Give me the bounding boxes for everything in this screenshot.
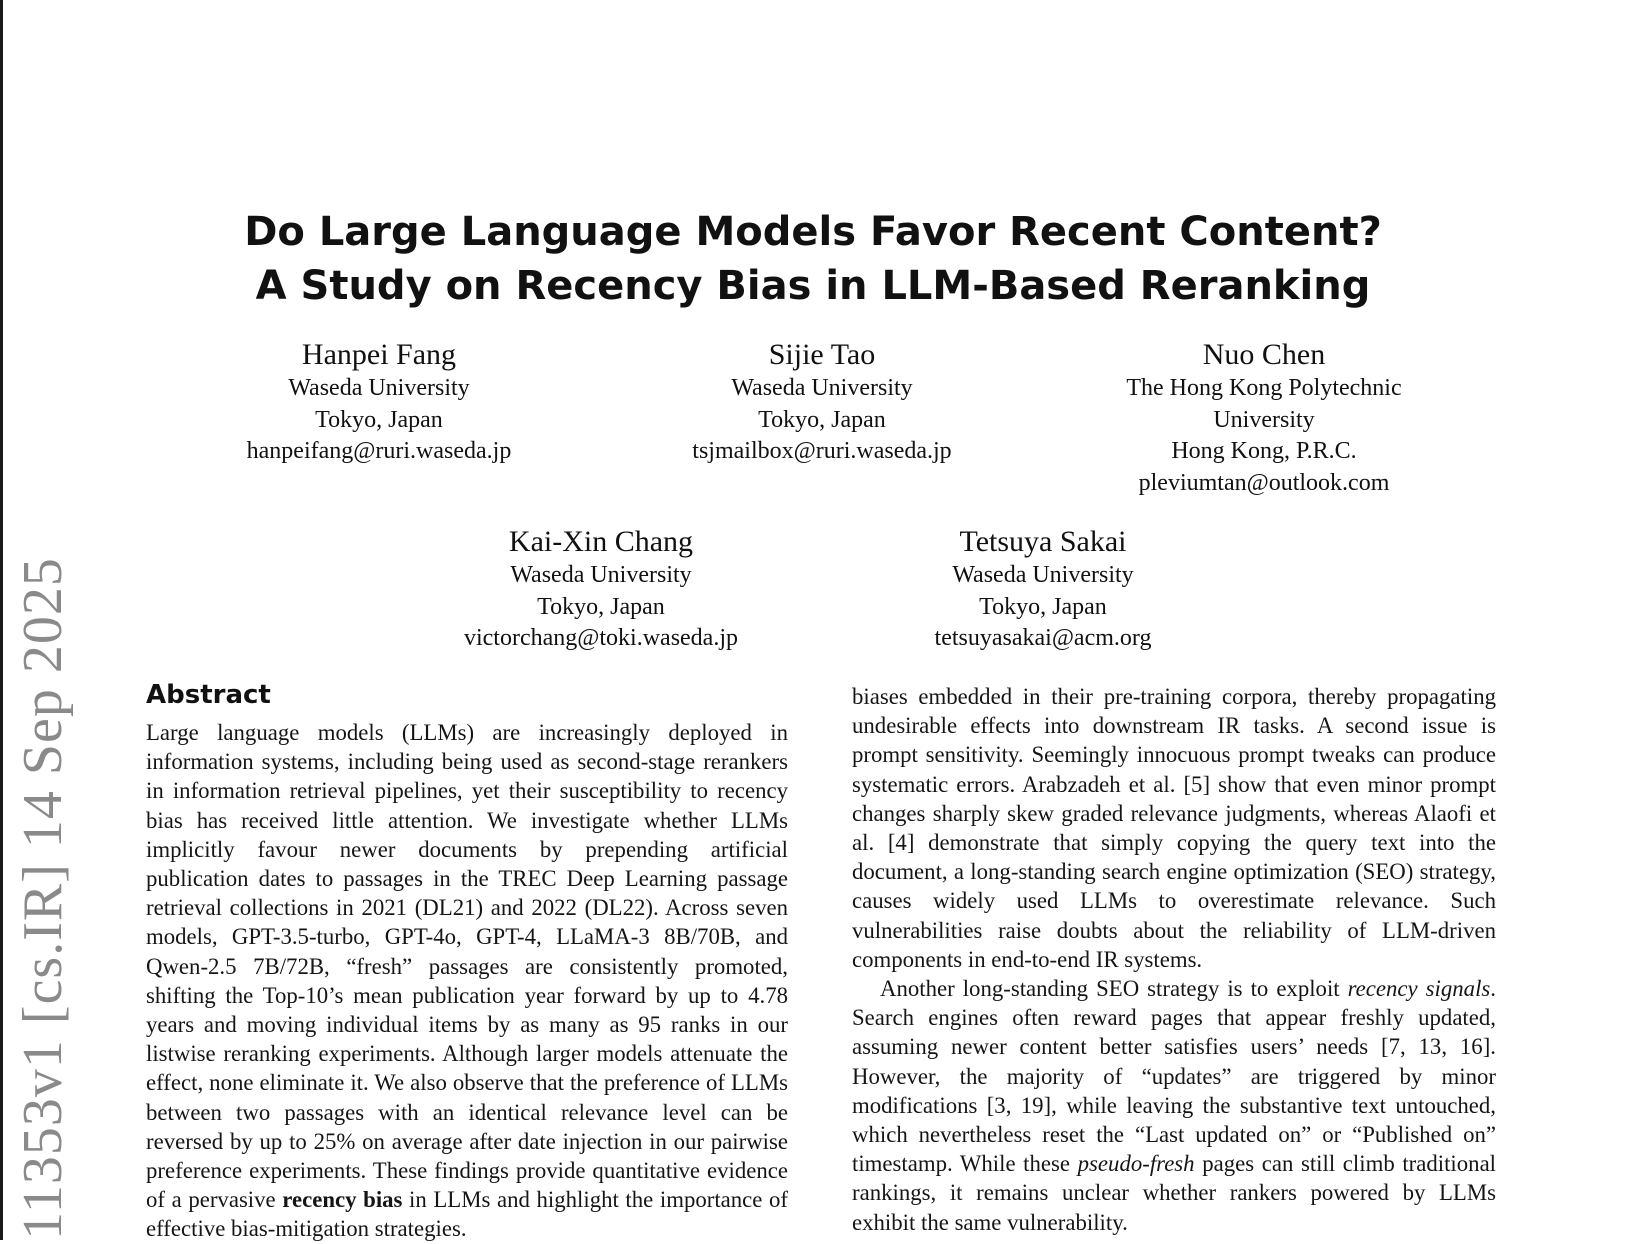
author-card-tetsuya-sakai bbox=[828, 524, 1258, 655]
author-name: Kai-Xin Chang bbox=[508, 525, 694, 558]
abstract-body bbox=[146, 718, 788, 1244]
paragraph-text: pages can still climb traditional rankings, it remains unclear whether rankers powered by LLMs exhibit the same vulnerability. bbox=[852, 1151, 1497, 1235]
author-name: Tetsuya Sakai bbox=[959, 525, 1127, 558]
paper-title-line-1: Do Large Language Models Favor Recent Content? bbox=[244, 209, 1382, 255]
author-location: Tokyo, Japan bbox=[979, 593, 1107, 620]
abstract-bold-term: recency bias bbox=[282, 1187, 403, 1213]
arxiv-identifier-stamp: 11353v1 [cs.IR] 14 Sep 2025 bbox=[12, 557, 74, 1240]
author-location: Tokyo, Japan bbox=[758, 406, 886, 433]
paper-title bbox=[0, 205, 1626, 313]
page-left-border bbox=[0, 0, 3, 1240]
author-email: tsjmailbox@ruri.waseda.jp bbox=[692, 438, 952, 464]
abstract-heading: Abstract bbox=[146, 680, 271, 710]
author-email: tetsuyasakai@acm.org bbox=[934, 625, 1152, 651]
author-name: Sijie Tao bbox=[768, 338, 876, 371]
author-card-hanpei-fang bbox=[164, 337, 594, 468]
intro-paragraph-1: biases embedded in their pre-training corpora, thereby propagating undesirable effects into downstream IR tasks. A second issue is prompt sensitivity. Seemingly innocuous prompt tweaks can produce systematic errors. Arabzadeh et al. [5] show that even minor prompt changes sharply skew graded relevance judgments, whereas Alaofi et al. [4] demonstrate that simply copying the query text into the document, a long-standing search engine optimization (SEO) strategy, causes widely used LLMs to overestimate relevance. Such vulnerabilities raise doubts about the reliability of LLM-driven components in end-to-end IR systems. bbox=[852, 684, 1496, 972]
paragraph-text: Another long-standing SEO strategy is to exploit bbox=[880, 976, 1340, 1002]
author-affiliation-continued: University bbox=[1213, 406, 1315, 433]
abstract-paragraph bbox=[146, 718, 788, 1244]
author-affiliation: Waseda University bbox=[952, 562, 1134, 588]
abstract-text: Large language models (LLMs) are increasingly deployed in information systems, including being used as second-stage rerankers in information retrieval pipelines, yet their susceptibility to recency bias has received little attention. We investigate whether LLMs implicitly favour newer documents by prepending artificial publication dates to passages in the TREC Deep Learning passage retrieval collections in 2021 (DL21) and 2022 (DL22). Across seven models, GPT-3.5-turbo, GPT-4o, GPT-4, LLaMA-3 8B/70B, and Qwen-2.5 7B/72B, “fresh” passages are consistently promoted, shifting the Top-10’s mean publication year forward by up to 4.78 years and moving individual items by as many as 95 ranks in our listwise reranking experiments. Although larger models attenuate the effect, none eliminate it. We also observe that the preference of LLMs between two passages with an identical relevance level can be reversed by up to 25% on average after date injection in our pairwise preference experiments. These findings provide quantitative evidence of a pervasive bbox=[146, 720, 788, 1213]
author-card-sijie-tao bbox=[607, 337, 1037, 468]
author-email: victorchang@toki.waseda.jp bbox=[463, 625, 739, 651]
author-name: Hanpei Fang bbox=[301, 338, 457, 371]
italic-term-recency-signals: recency signals bbox=[1347, 976, 1491, 1002]
paper-title-line-2: A Study on Recency Bias in LLM-Based Reranking bbox=[255, 263, 1371, 309]
author-email: pleviumtan@outlook.com bbox=[1138, 469, 1390, 496]
author-name: Nuo Chen bbox=[1202, 338, 1326, 371]
author-affiliation: Waseda University bbox=[731, 375, 913, 401]
author-email: hanpeifang@ruri.waseda.jp bbox=[246, 438, 512, 464]
author-location: Tokyo, Japan bbox=[537, 593, 665, 620]
author-affiliation: The Hong Kong Polytechnic bbox=[1126, 375, 1402, 401]
author-affiliation: Waseda University bbox=[288, 375, 470, 401]
abstract-text-end: in LLMs and highlight the importance of effective bias-mitigation strategies. bbox=[146, 1187, 789, 1242]
author-card-kai-xin-chang bbox=[386, 524, 816, 655]
author-location: Hong Kong, P.R.C. bbox=[1171, 438, 1357, 464]
intro-right-column bbox=[852, 682, 1496, 1237]
intro-paragraph-2 bbox=[852, 974, 1496, 1237]
author-location: Tokyo, Japan bbox=[315, 406, 443, 433]
author-card-nuo-chen bbox=[1049, 337, 1479, 499]
paragraph-text: . Search engines often reward pages that appear freshly updated, assuming newer content better satisfies users’ needs [7, 13, 16]. However, the majority of “updates” are triggered by minor modifications [3, 19], while leaving the substantive text untouched, which nevertheless reset the “Last updated on” or “Published on” timestamp. While these bbox=[852, 976, 1496, 1177]
italic-term-pseudo-fresh: pseudo-fresh bbox=[1077, 1151, 1195, 1177]
author-affiliation: Waseda University bbox=[510, 562, 692, 588]
